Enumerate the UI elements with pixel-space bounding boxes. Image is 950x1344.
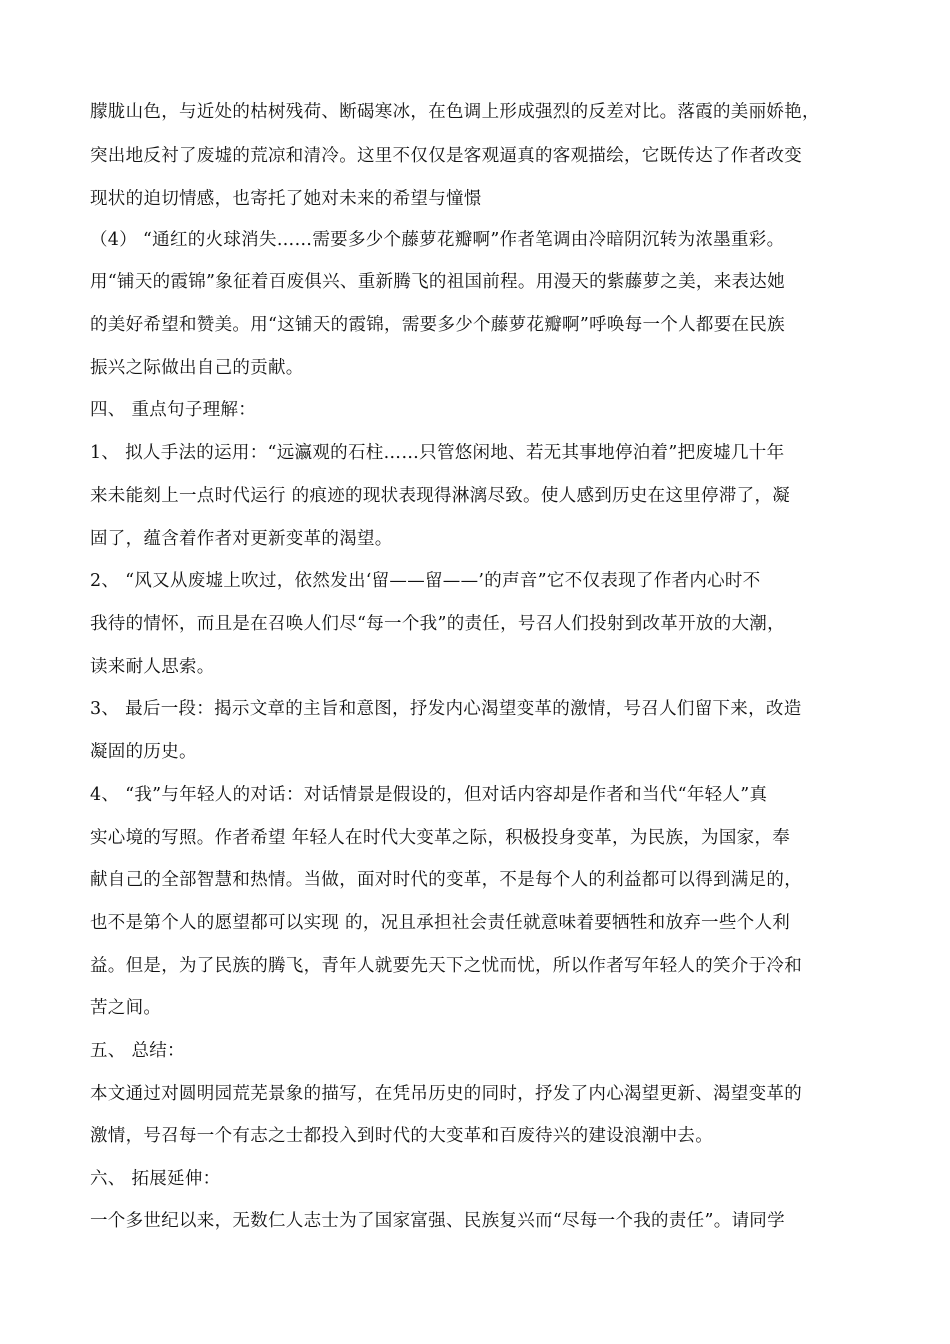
paragraph-line: 1、 拟人手法的运用：“远瀛观的石柱……只管悠闲地、若无其事地停泊着”把废墟几十年 (90, 443, 785, 463)
paragraph-line: 激情，号召每一个有志之士都投入到时代的大变革和百废待兴的建设浪潮中去。 (90, 1126, 713, 1146)
paragraph-line: 4、 “我”与年轻人的对话：对话情景是假设的，但对话内容却是作者和当代“年轻人”真 (90, 785, 768, 805)
paragraph-line: 突出地反衬了废墟的荒凉和清冷。这里不仅仅是客观逼真的客观描绘，它既传达了作者改变 (90, 146, 802, 166)
paragraph-line: 苦之间。 (90, 998, 162, 1018)
paragraph-line: 我待的情怀，而且是在召唤人们尽“每一个我”的责任，号召人们投射到改革开放的大潮， (90, 614, 785, 634)
paragraph-line: 固了，蕴含着作者对更新变革的渴望。 (90, 529, 393, 549)
section-heading: 六、 拓展延伸： (90, 1169, 221, 1189)
paragraph-line: 也不是第个人的愿望都可以实现 的，况且承担社会责任就意味着要牺牲和放弃一些个人利 (90, 913, 791, 933)
paragraph-line: 一个多世纪以来，无数仁人志士为了国家富强、民族复兴而“尽每一个我的责任”。请同学 (90, 1211, 785, 1231)
paragraph-line: 益。但是，为了民族的腾飞，青年人就要先天下之忧而忧，所以作者写年轻人的笑介于冷和 (90, 956, 802, 976)
section-heading: 五、 总结： (90, 1041, 185, 1061)
paragraph-line: 用“铺天的霞锦”象征着百废俱兴、重新腾飞的祖国前程。用漫天的紫藤萝之美，来表达她 (90, 272, 785, 292)
paragraph-line: 朦胧山色，与近处的枯树残荷、断碣寒冰，在色调上形成强烈的反差对比。落霞的美丽娇艳， (90, 102, 820, 122)
paragraph-line: 献自己的全部智慧和热情。当做，面对时代的变革，不是每个人的利益都可以得到满足的， (90, 870, 802, 890)
paragraph-line: 本文通过对圆明园荒芜景象的描写，在凭吊历史的同时，抒发了内心渴望更新、渴望变革的 (90, 1084, 802, 1104)
paragraph-line: 读来耐人思索。 (90, 657, 215, 677)
paragraph-line: 来未能刻上一点时代运行 的痕迹的现状表现得淋漓尽致。使人感到历史在这里停滞了，凝 (90, 486, 791, 506)
paragraph-line: 实心境的写照。作者希望 年轻人在时代大变革之际，积极投身变革，为民族，为国家，奉 (90, 828, 791, 848)
paragraph-line: （4） “通红的火球消失……需要多少个藤萝花瓣啊”作者笔调由冷暗阴沉转为浓墨重彩。 (90, 230, 785, 250)
paragraph-line: 3、 最后一段：揭示文章的主旨和意图，抒发内心渴望变革的激情，号召人们留下来，改造 (90, 699, 802, 719)
section-heading: 四、 重点句子理解： (90, 400, 257, 420)
paragraph-line: 凝固的历史。 (90, 742, 197, 762)
paragraph-line: 振兴之际做出自己的贡献。 (90, 358, 304, 378)
paragraph-line: 2、 “风又从废墟上吹过，依然发出‘留——留——’的声音”它不仅表现了作者内心时不 (90, 571, 761, 591)
paragraph-line: 的美好希望和赞美。用“这铺天的霞锦，需要多少个藤萝花瓣啊”呼唤每一个人都要在民族 (90, 315, 785, 335)
paragraph-line: 现状的迫切情感，也寄托了她对未来的希望与憧憬 (90, 189, 482, 209)
